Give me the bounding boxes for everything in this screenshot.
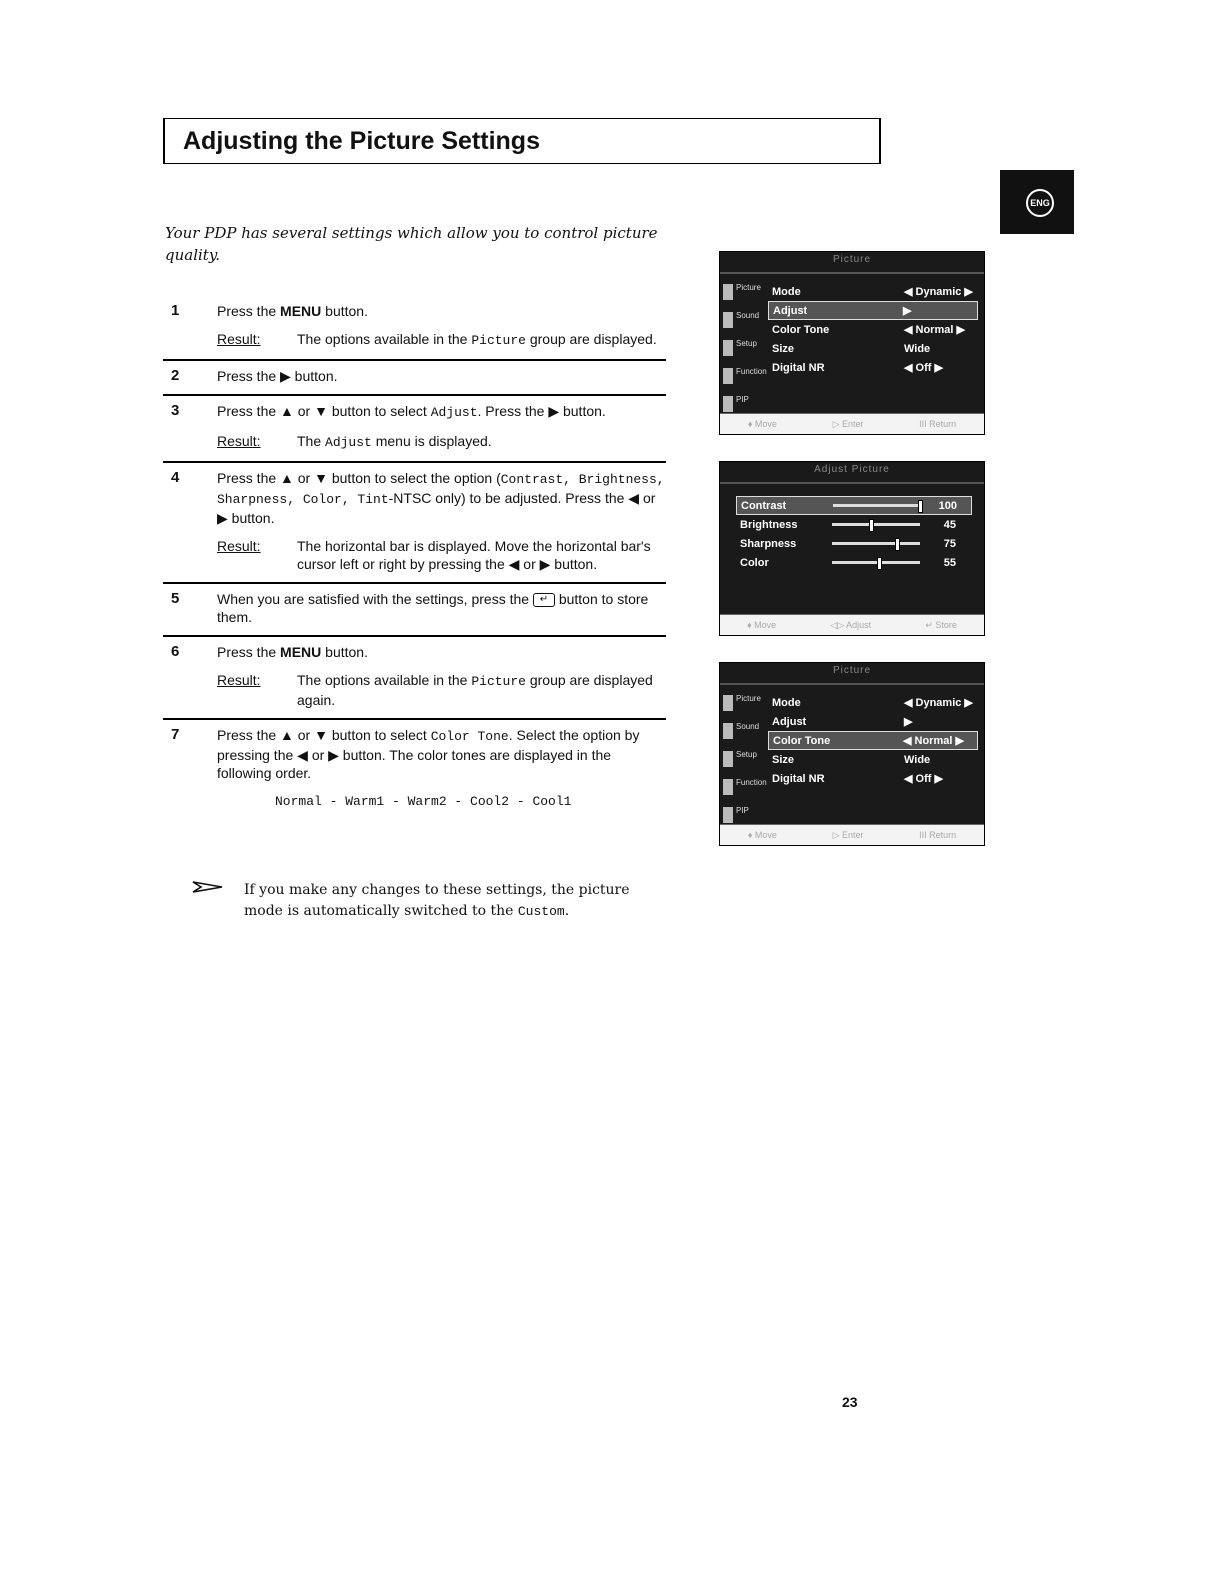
- step-text: [217, 402, 666, 422]
- step-text: [217, 726, 666, 782]
- step-text-part: Press the ▲ or ▼ button to select the option (: [217, 470, 501, 486]
- note-text: [244, 880, 664, 922]
- osd-row-value: ◀ Normal ▶: [903, 735, 964, 747]
- osd-tab-function: Function: [720, 364, 764, 392]
- result-label: Result:: [217, 538, 261, 554]
- osd-adjust-rows: [736, 496, 972, 572]
- osd-tab-sound: Sound: [720, 308, 764, 336]
- osd-row-name: Size: [772, 342, 795, 355]
- step-text: [217, 302, 666, 320]
- osd-row-brightness: [736, 515, 972, 534]
- osd-row-value: ▶: [904, 716, 913, 728]
- step-text-part: . Select the option by pressing the ◀ or ▶ button. The color tones are displayed in the following order.: [217, 727, 640, 781]
- step-mono: Adjust: [430, 405, 478, 420]
- result-text: The horizontal bar is displayed. Move the horizontal bar's cursor left or right by pressing the ◀ or ▶ button.: [297, 538, 651, 572]
- osd-row-sharpness: [736, 534, 972, 553]
- osd-row-value: 75: [943, 537, 956, 550]
- osd-footer-enter: ▷ Enter: [832, 829, 864, 840]
- language-tab: [1000, 170, 1074, 234]
- osd-footer-move: ♦ Move: [747, 419, 777, 429]
- osd-tab-sound: Sound: [720, 719, 764, 747]
- osd-row-value: 45: [943, 518, 956, 531]
- result-part: The: [297, 433, 326, 449]
- adjust-bar: [833, 504, 921, 507]
- result-part: The options available in the: [297, 331, 472, 347]
- step-text: [217, 643, 666, 661]
- step-number: 1: [171, 302, 180, 319]
- osd-footer-return: III Return: [919, 830, 957, 840]
- osd-row-value: 55: [943, 556, 956, 569]
- result-mono: Picture: [471, 674, 526, 689]
- osd-tabs: [720, 280, 767, 420]
- osd-tab-pip: PIP: [720, 803, 764, 831]
- osd-footer-enter: ▷ Enter: [832, 418, 864, 429]
- result-mono: Adjust: [325, 435, 372, 450]
- step-text-part: button.: [321, 644, 368, 660]
- osd-header: [720, 462, 984, 484]
- osd-row-name: Digital NR: [772, 361, 825, 374]
- osd-adjust-menu: [719, 461, 985, 636]
- page-title: Adjusting the Picture Settings: [183, 127, 540, 155]
- step-text-part: button to store them.: [217, 591, 649, 625]
- osd-rows: [768, 282, 978, 377]
- osd-row-value: Wide: [904, 753, 931, 766]
- osd-row-name: Color Tone: [772, 323, 830, 336]
- step-mono: Contrast, Brightness, Sharpness, Color, Tint: [217, 472, 665, 507]
- enter-icon: ↵: [533, 593, 555, 607]
- osd-row-value: ◀ Off ▶: [904, 773, 943, 785]
- osd-row-color-tone: [768, 320, 978, 339]
- osd-row-value: ◀ Dynamic ▶: [904, 697, 973, 709]
- result-part: group are displayed again.: [297, 672, 653, 708]
- step-text: Press the ▶ button.: [217, 368, 338, 384]
- osd-row-name: Mode: [772, 285, 801, 298]
- osd-header-title: Picture: [832, 665, 872, 676]
- step-2: [163, 361, 666, 396]
- adjust-bar-thumb: [869, 519, 874, 532]
- steps-list: [163, 296, 666, 818]
- osd-row-value: 100: [938, 499, 957, 512]
- osd-row-value: ◀ Normal ▶: [904, 324, 965, 336]
- title-box: [163, 118, 881, 164]
- step-number: 6: [171, 643, 180, 660]
- osd-header-title: Picture: [832, 254, 872, 265]
- adjust-bar: [832, 561, 920, 564]
- step-text-part: button.: [321, 303, 368, 319]
- osd-row-contrast: [736, 496, 972, 515]
- osd-row-name: Sharpness: [740, 537, 797, 550]
- osd-row-digital-nr: [768, 769, 978, 788]
- step-text-part: When you are satisfied with the settings, press the: [217, 591, 533, 607]
- osd-tabs: [720, 691, 767, 831]
- step-text-part: . Press the ▶ button.: [477, 403, 606, 419]
- step-text: [217, 590, 666, 626]
- osd-row-name: Adjust: [772, 715, 807, 728]
- step-result: [217, 432, 666, 452]
- adjust-bar-thumb: [918, 500, 923, 513]
- adjust-bar: [832, 523, 920, 526]
- osd-tab-pip: PIP: [720, 392, 764, 420]
- osd-row-name: Color Tone: [773, 734, 831, 747]
- step-7: [163, 720, 666, 818]
- menu-button-label: MENU: [280, 303, 322, 319]
- osd-row-name: Size: [772, 753, 795, 766]
- osd-row-size: [768, 750, 978, 769]
- osd-row-mode: [768, 693, 978, 712]
- page-number: 23: [842, 1394, 858, 1410]
- step-result: [217, 671, 666, 709]
- result-text: [297, 330, 666, 350]
- language-badge: ENG: [1026, 189, 1054, 217]
- adjust-bar: [832, 542, 920, 545]
- osd-rows: [768, 693, 978, 788]
- step-1: [163, 296, 666, 361]
- osd-row-color-tone: [768, 731, 978, 750]
- step-text: [217, 469, 666, 527]
- note-part: If you make any changes to these settings, the picture mode is automatically switched to the: [244, 882, 630, 919]
- step-4: [163, 463, 666, 584]
- osd-row-name: Adjust: [773, 304, 808, 317]
- result-part: group are displayed.: [525, 331, 657, 347]
- note-arrow-icon: [192, 879, 224, 895]
- osd-footer-adjust: ◁▷ Adjust: [830, 619, 872, 630]
- osd-header: [720, 663, 984, 685]
- osd-row-name: Digital NR: [772, 772, 825, 785]
- step-number: 5: [171, 590, 180, 607]
- osd-row-digital-nr: [768, 358, 978, 377]
- step-text-part: Press the ▲ or ▼ button to select: [217, 403, 431, 419]
- result-text: [297, 432, 666, 452]
- step-text-part: Press the: [217, 303, 281, 319]
- osd-tab-setup: Setup: [720, 336, 764, 364]
- osd-row-value: ▶: [903, 305, 912, 317]
- step-3: [163, 396, 666, 463]
- step-number: 7: [171, 726, 180, 743]
- osd-tab-function: Function: [720, 775, 764, 803]
- osd-tab-picture: Picture: [720, 691, 764, 719]
- step-result: [217, 537, 666, 573]
- result-part: The options available in the: [297, 672, 472, 688]
- step-number: 4: [171, 469, 180, 486]
- osd-footer-store: ↵ Store: [925, 619, 957, 630]
- menu-button-label: MENU: [280, 644, 322, 660]
- osd-row-color: [736, 553, 972, 572]
- osd-row-adjust: [768, 712, 978, 731]
- osd-row-name: Color: [740, 556, 769, 569]
- color-tone-sequence: Normal - Warm1 - Warm2 - Cool2 - Cool1: [275, 794, 572, 809]
- result-mono: Picture: [471, 333, 526, 348]
- step-text-part: -NTSC only) to be adjusted. Press the ◀ or ▶ button.: [217, 490, 656, 526]
- osd-row-name: Contrast: [741, 499, 787, 512]
- step-mono: Color Tone: [430, 729, 509, 744]
- step-result: [217, 330, 666, 350]
- step-text-part: Press the: [217, 644, 281, 660]
- step-number: 3: [171, 402, 180, 419]
- adjust-bar-thumb: [877, 557, 882, 570]
- osd-footer: [720, 413, 984, 434]
- osd-row-value: ◀ Dynamic ▶: [904, 286, 973, 298]
- osd-footer-return: III Return: [919, 419, 957, 429]
- osd-header: [720, 252, 984, 274]
- result-part: menu is displayed.: [371, 433, 492, 449]
- osd-footer: [720, 614, 984, 635]
- result-label: Result:: [217, 433, 261, 449]
- osd-row-adjust: [768, 301, 978, 320]
- osd-picture-menu-2: [719, 662, 985, 846]
- note-mono: Custom: [517, 904, 565, 919]
- osd-row-value: ◀ Off ▶: [904, 362, 943, 374]
- osd-tab-picture: Picture: [720, 280, 764, 308]
- step-number: 2: [171, 367, 180, 384]
- osd-footer: [720, 824, 984, 845]
- osd-row-name: Mode: [772, 696, 801, 709]
- result-label: Result:: [217, 331, 261, 347]
- osd-row-mode: [768, 282, 978, 301]
- osd-picture-menu: [719, 251, 985, 435]
- note-part: .: [564, 903, 570, 919]
- step-text-part: Press the ▲ or ▼ button to select: [217, 727, 431, 743]
- osd-tab-setup: Setup: [720, 747, 764, 775]
- step-5: [163, 584, 666, 637]
- osd-footer-move: ♦ Move: [747, 620, 777, 630]
- result-text: [297, 671, 666, 709]
- osd-header-title: Adjust Picture: [814, 464, 890, 475]
- step-6: [163, 637, 666, 720]
- osd-footer-move: ♦ Move: [747, 830, 777, 840]
- osd-row-name: Brightness: [740, 518, 798, 531]
- intro-text: Your PDP has several settings which allow you to control picture quality.: [165, 224, 658, 264]
- osd-row-value: Wide: [904, 342, 931, 355]
- osd-row-size: [768, 339, 978, 358]
- adjust-bar-thumb: [895, 538, 900, 551]
- result-label: Result:: [217, 672, 261, 688]
